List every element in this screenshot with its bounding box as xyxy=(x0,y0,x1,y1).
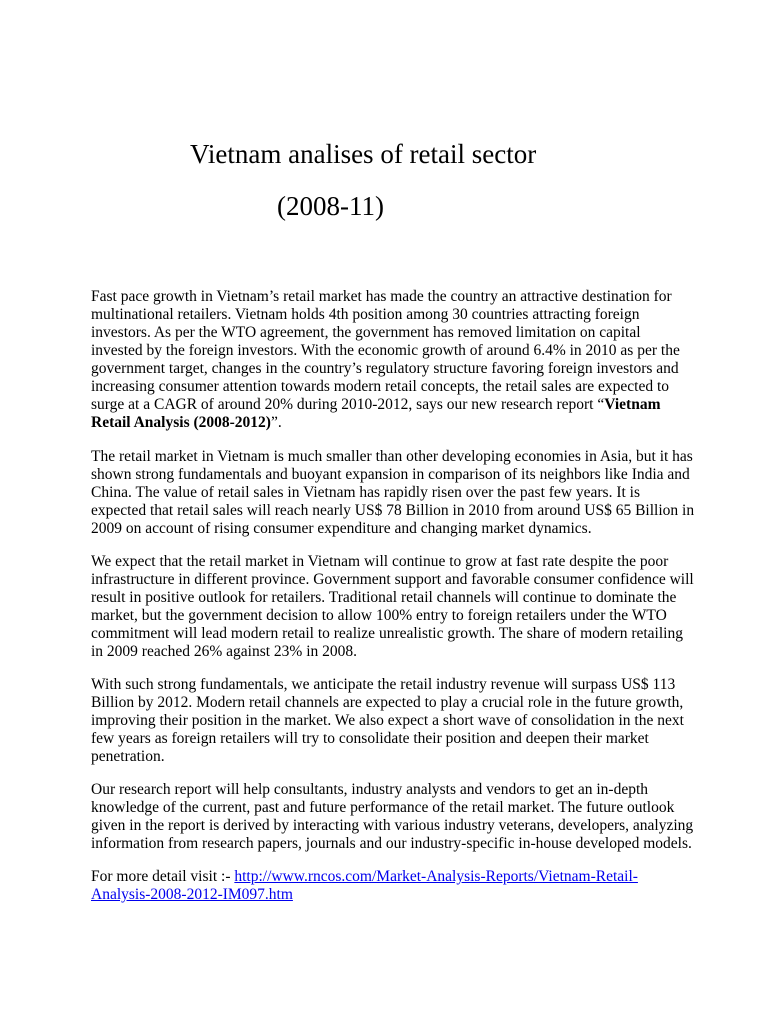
more-detail-line xyxy=(91,886,293,904)
paragraph-line: market, but the government decision to allow 100% entry to foreign retailers under the WTO xyxy=(91,607,667,624)
paragraph-line: invested by the foreign investors. With the economic growth of around 6.4% in 2010 as per the xyxy=(91,342,680,359)
report-name-bold: Vietnam xyxy=(604,396,661,413)
paragraph-line: shown strong fundamentals and buoyant expansion in comparison of its neighbors like India and xyxy=(91,466,690,483)
report-url-link[interactable]: Analysis-2008-2012-IM097.htm xyxy=(91,886,293,903)
paragraph-line: 2009 on account of rising consumer expenditure and changing market dynamics. xyxy=(91,520,592,537)
paragraph-line: knowledge of the current, past and future performance of the retail market. The future outlook xyxy=(91,799,675,816)
paragraph-line: Our research report will help consultants, industry analysts and vendors to get an in-depth xyxy=(91,781,649,798)
paragraph-line-text: surge at a CAGR of around 20% during 2010-2012, says our new research report “ xyxy=(91,396,605,413)
paragraph-line: government target, changes in the country’s regulatory structure favoring foreign investors and xyxy=(91,360,679,377)
paragraph-line: few years as foreign retailers will try to consolidate their position and deepen their market xyxy=(91,730,649,747)
paragraph-line: investors. As per the WTO agreement, the government has removed limitation on capital xyxy=(91,324,641,341)
paragraph-line: given in the report is derived by interacting with various industry veterans, developers, analyzing xyxy=(91,817,694,834)
paragraph-line: commitment will lead modern retail to realize unrealistic growth. The share of modern retailing xyxy=(91,625,683,642)
paragraph-line-text: ”. xyxy=(270,414,282,431)
paragraph-line xyxy=(91,414,282,432)
document-title: Vietnam analises of retail sector xyxy=(190,139,537,169)
paragraph-line xyxy=(91,396,660,414)
paragraph-line: expected that retail sales will reach nearly US$ 78 Billion in 2010 from around US$ 65 Billion in xyxy=(91,502,695,519)
paragraph-line: multinational retailers. Vietnam holds 4th position among 30 countries attracting foreign xyxy=(91,306,640,323)
paragraph-line: result in positive outlook for retailers. Traditional retail channels will continue to dominate the xyxy=(91,589,677,606)
more-detail-prefix: For more detail visit :- xyxy=(91,868,235,885)
paragraph-line: infrastructure in different province. Government support and favorable consumer confidence will xyxy=(91,571,694,588)
report-url-link[interactable]: http://www.rncos.com/Market-Analysis-Reports/Vietnam-Retail- xyxy=(234,868,638,885)
paragraph-line: in 2009 reached 26% against 23% in 2008. xyxy=(91,643,358,660)
paragraph-line: penetration. xyxy=(91,748,165,765)
paragraph-line: Fast pace growth in Vietnam’s retail market has made the country an attractive destination for xyxy=(91,288,672,305)
paragraph-line: With such strong fundamentals, we anticipate the retail industry revenue will surpass US$ 113 xyxy=(91,676,676,693)
paragraph-line: information from research papers, journals and our industry-specific in-house developed models. xyxy=(91,835,692,852)
paragraph-line: increasing consumer attention towards modern retail concepts, the retail sales are expected to xyxy=(91,378,670,395)
paragraph-line: We expect that the retail market in Vietnam will continue to grow at fast rate despite the poor xyxy=(91,553,669,570)
paragraph-line: China. The value of retail sales in Vietnam has rapidly risen over the past few years. It is xyxy=(91,484,641,501)
more-detail-line xyxy=(91,868,638,886)
document-subtitle: (2008-11) xyxy=(277,191,384,221)
paragraph-line: improving their position in the market. We also expect a short wave of consolidation in the next xyxy=(91,712,684,729)
paragraph-line: The retail market in Vietnam is much smaller than other developing economies in Asia, but it has xyxy=(91,448,693,465)
paragraph-line: Billion by 2012. Modern retail channels are expected to play a crucial role in the future growth, xyxy=(91,694,684,711)
report-name-bold: Retail Analysis (2008-2012) xyxy=(91,414,271,431)
